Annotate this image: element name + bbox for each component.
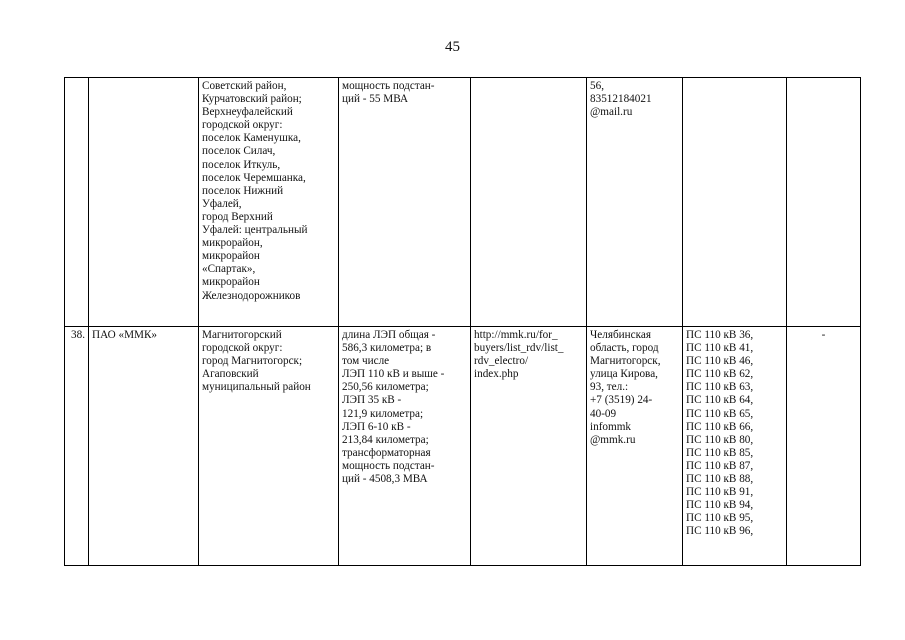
cell-line: ПС 110 кВ 87, (686, 459, 754, 472)
row-number-cell (65, 78, 89, 327)
row-number-cell: 38. (65, 327, 89, 566)
cell-line: город Магнитогорск; (202, 355, 303, 368)
cell-line: длина ЛЭП общая - (342, 329, 436, 341)
cell-line: ций - 55 МВА (342, 93, 409, 106)
cell-line: ЛЭП 110 кВ и выше - (342, 368, 445, 381)
cell-line: ПС 110 кВ 62, (686, 368, 754, 381)
cell-line: город Верхний (202, 210, 273, 223)
cell-line: infommk (590, 420, 632, 433)
cell-line: поселок Иткуль, (202, 158, 281, 171)
cell-line: мощность подстан- (342, 459, 435, 472)
substations-cell (683, 327, 787, 566)
cell-line: ПС 110 кВ 63, (686, 381, 754, 394)
cell-line: index.php (474, 368, 519, 381)
cell-line: ПС 110 кВ 91, (686, 486, 754, 499)
cell-line: городской округ: (202, 119, 283, 132)
cell-line: микрорайон, (202, 237, 263, 250)
cell-line: городской округ: (202, 342, 283, 355)
cell-line: ПС 110 кВ 41, (686, 342, 754, 355)
table-row (65, 78, 861, 327)
cell-line: ПС 110 кВ 88, (686, 473, 754, 486)
characteristics-cell (339, 327, 471, 566)
cell-line: Уфалей, (202, 197, 242, 210)
cell-line: том числе (342, 355, 390, 368)
cell-line: Курчатовский район; (202, 93, 302, 106)
cell-line: Верхнеуфалейский (202, 106, 293, 119)
cell-line: ПС 110 кВ 46, (686, 355, 754, 368)
cell-line: поселок Силач, (202, 145, 276, 158)
cell-line: ций - 4508,3 МВА (342, 473, 428, 486)
cell-line: область, город (590, 342, 659, 355)
cell-line: поселок Нижний (202, 184, 284, 197)
cell-line: ПС 110 кВ 64, (686, 394, 754, 407)
cell-line: Челябинская (590, 329, 651, 341)
cell-line: Агаповский (202, 368, 259, 381)
cell-line: 93, тел.: (590, 381, 629, 394)
cell-line: ПС 110 кВ 66, (686, 420, 754, 433)
substations-cell (683, 78, 787, 327)
cell-line: 83512184021 (590, 93, 652, 106)
cell-line: 121,9 километра; (342, 407, 424, 420)
cell-line: ПС 110 кВ 95, (686, 512, 754, 525)
cell-line: @mmk.ru (590, 433, 636, 446)
cell-line: Магнитогорск, (590, 355, 661, 368)
cell-line: трансформаторная (342, 446, 431, 459)
cell-line: мощность подстан- (342, 80, 435, 92)
cell-line: микрорайон (202, 276, 260, 289)
cell-line: Советский район, (202, 80, 287, 92)
cell-line: ПС 110 кВ 96, (686, 525, 754, 538)
territory-cell (199, 327, 339, 566)
cell-line: ПС 110 кВ 65, (686, 407, 754, 420)
table-row (65, 327, 861, 566)
cell-line: @mail.ru (590, 106, 633, 119)
cell-line: муниципальный район (202, 381, 311, 394)
cell-line: «Спартак», (202, 263, 256, 276)
cell-line: Железнодорожников (202, 289, 301, 302)
website-cell (471, 327, 587, 566)
cell-line: rdv_electro/ (474, 355, 529, 368)
note-cell: - (787, 327, 861, 566)
cell-line: http://mmk.ru/for_ (474, 329, 558, 341)
cell-line: Уфалей: центральный (202, 224, 308, 237)
cell-line: buyers/list_rdv/list_ (474, 342, 564, 355)
cell-line: +7 (3519) 24- (590, 394, 653, 407)
cell-line: ЛЭП 6-10 кВ - (342, 420, 411, 433)
organization-name-cell: ПАО «ММК» (89, 327, 199, 566)
cell-line: ПС 110 кВ 94, (686, 499, 754, 512)
characteristics-cell (339, 78, 471, 327)
page-number: 45 (445, 39, 460, 55)
organization-name-cell (89, 78, 199, 327)
data-table (64, 77, 861, 566)
cell-line: ЛЭП 35 кВ - (342, 394, 402, 407)
note-cell (787, 78, 861, 327)
cell-line: 213,84 километра; (342, 433, 429, 446)
cell-line: ПС 110 кВ 80, (686, 433, 754, 446)
cell-line: 56, (590, 80, 604, 92)
cell-line: 40-09 (590, 407, 617, 420)
cell-line: ПС 110 кВ 36, (686, 329, 754, 341)
contacts-cell (587, 327, 683, 566)
contacts-cell (587, 78, 683, 327)
cell-line: улица Кирова, (590, 368, 658, 381)
cell-line: микрорайон (202, 250, 260, 263)
cell-line: поселок Каменушка, (202, 132, 301, 145)
cell-line: ПС 110 кВ 85, (686, 446, 754, 459)
territory-cell (199, 78, 339, 327)
website-cell (471, 78, 587, 327)
cell-line: 250,56 километра; (342, 381, 429, 394)
cell-line: 586,3 километра; в (342, 342, 432, 355)
cell-line: поселок Черемшанка, (202, 171, 306, 184)
cell-line: Магнитогорский (202, 329, 282, 341)
